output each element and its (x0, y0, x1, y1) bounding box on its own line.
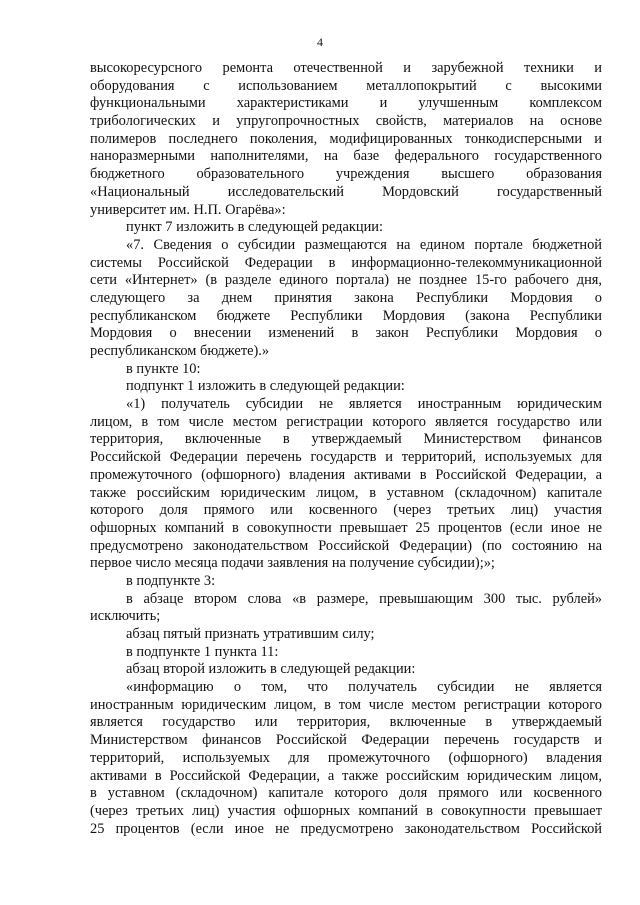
text-line: офшорных компаний в совокупности превышает 25 процентов (если иное не (90, 519, 602, 536)
text-line: «1) получатель субсидии не является иностранным юридическим (126, 396, 602, 413)
text-line: функциональными характеристиками и улучшенным комплексом (90, 95, 602, 112)
text-line: «информацию о том, что получатель субсидии не является (126, 679, 602, 696)
text-line: Российской Федерации перечень государств и территорий, используемых для (90, 449, 602, 466)
text-line: в пункте 10: (126, 360, 201, 377)
text-line: в абзаце втором слова «в размере, превышающим 300 тыс. рублей» (126, 590, 602, 607)
text-line: Мордовия о внесении изменений в закон Республики Мордовия о (90, 325, 602, 342)
text-line: в подпункте 1 пункта 11: (126, 643, 279, 660)
text-line: полимеров последнего поколения, модифицированных тонкодисперсными и (90, 130, 602, 147)
text-line: первое число месяца подачи заявления на получение субсидии);»; (90, 555, 495, 572)
text-line: Министерством финансов Российской Федерации перечень государств и (90, 732, 602, 749)
text-line: в уставном (складочном) капитале которого доля прямого или косвенного (90, 785, 602, 802)
text-line: 25 процентов (если иное не предусмотрено законодательством Российской (90, 820, 602, 837)
text-line: наноразмерными наполнителями, на базе федерального государственного (90, 148, 602, 165)
text-line: в подпункте 3: (126, 572, 216, 589)
text-line: «Национальный исследовательский Мордовский государственный (90, 183, 602, 200)
text-line: сети «Интернет» (в разделе единого портала) не позднее 15-го рабочего дня, (90, 272, 602, 289)
text-line: республиканском бюджете Республики Мордовия (закона Республики (90, 307, 602, 324)
text-line: предусмотрено законодательством Российской Федерации) (по состоянию на (90, 537, 602, 554)
text-line: оборудования с использованием металлопокрытий с высокими (90, 77, 602, 94)
text-line: подпункт 1 изложить в следующей редакции: (126, 378, 405, 395)
text-line: территория, включенные в утверждаемый Министерством финансов (90, 431, 602, 448)
text-line: пункт 7 изложить в следующей редакции: (126, 219, 383, 236)
text-line: также российским юридическим лицом, в уставном (складочном) капитале (90, 484, 602, 501)
text-line: которого доля прямого или косвенного (через третьих лиц) участия (90, 502, 602, 519)
text-line: иностранным юридическим лицом, в том числе местом регистрации которого (90, 696, 602, 713)
document-body (90, 60, 602, 838)
text-line: университет им. Н.П. Огарёва»: (90, 201, 286, 218)
text-line: следующего за днем принятия закона Республики Мордовия о (90, 289, 602, 306)
text-line: абзац пятый признать утратившим силу; (126, 626, 375, 642)
text-line: абзац второй изложить в следующей редакции: (126, 661, 416, 678)
text-line: системы Российской Федерации в информационно-телекоммуникационной (90, 254, 602, 271)
text-line: территорий, используемых для промежуточного (офшорного) владения (90, 749, 602, 766)
text-line: трибологических и упругопрочностных свойств, материалов на основе (90, 113, 602, 130)
text-line: исключить; (90, 608, 161, 625)
text-line: республиканском бюджете).» (90, 343, 270, 359)
text-line: промежуточного (офшорного) владения активами в Российской Федерации, а (90, 466, 602, 483)
text-line: бюджетного образовательного учреждения высшего образования (90, 166, 602, 183)
text-line: является государство или территория, включенные в утверждаемый (90, 714, 602, 731)
text-line: активами в Российской Федерации, а также российским юридическим лицом, (90, 767, 602, 784)
text-line: лицом, в том числе местом регистрации которого является государство или (90, 413, 602, 430)
text-line: «7. Сведения о субсидии размещаются на едином портале бюджетной (126, 236, 602, 253)
text-line: (через третьих лиц) участия офшорных компаний в совокупности превышает (90, 802, 602, 819)
page-number: 4 (317, 35, 323, 49)
text-line: высокоресурсного ремонта отечественной и зарубежной техники и (90, 60, 602, 76)
